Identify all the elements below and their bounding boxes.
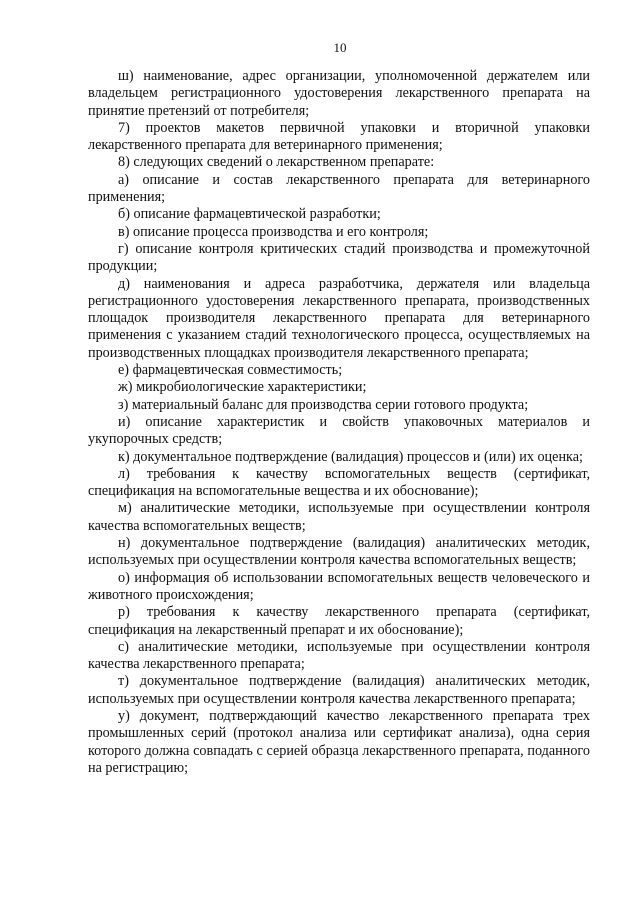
paragraph-e: е) фармацевтическая совместимость; (118, 362, 343, 379)
paragraph-a: а) описание и состав лекарственного препарата для ветеринарного применения; (88, 171, 590, 206)
paragraph-v: в) описание процесса производства и его контроля; (118, 223, 429, 240)
paragraph-sh: ш) наименование, адрес организации, уполномоченной держателем или владельцем регистрационного удостоверения лекарственного препарата на принятие претензий от потребителя; (88, 68, 590, 119)
paragraph-k: к) документальное подтверждение (валидация) процессов и (или) их оценка; (118, 448, 583, 465)
page-number: 10 (333, 40, 347, 55)
paragraph-r: р) требования к качеству лекарственного препарата (сертификат, спецификация на лекарственный препарат и их обоснование); (88, 604, 590, 638)
paragraph-d: д) наименования и адреса разработчика, держателя или владельца регистрационного удостоверения лекарственного препарата, производственных площадок производителя лекарственного препарата для ветеринарного применения с указанием стадий технологического процесса, осуществляемых на производственных площадках производителя лекарственного препарата; (88, 275, 590, 361)
paragraph-7: 7) проектов макетов первичной упаковки и вторичной упаковки лекарственного препарата для ветеринарного применения; (88, 119, 590, 154)
paragraph-s: с) аналитические методики, используемые при осуществлении контроля качества лекарственного препарата; (88, 638, 590, 673)
paragraph-m: м) аналитические методики, используемые при осуществлении контроля качества вспомогательных веществ; (88, 500, 590, 534)
paragraph-n: н) документальное подтверждение (валидация) аналитических методик, используемых при осуществлении контроля качества вспомогательных веществ; (88, 535, 590, 569)
paragraph-t: т) документальное подтверждение (валидация) аналитических методик, используемых при осуществлении контроля качества лекарственного препарата; (88, 673, 590, 707)
paragraph-8: 8) следующих сведений о лекарственном препарате: (118, 154, 435, 171)
paragraph-l: л) требования к качеству вспомогательных веществ (сертификат, спецификация на вспомогательные вещества и их обоснование); (88, 465, 590, 500)
paragraph-o: о) информация об использовании вспомогательных веществ человеческого и животного происхождения; (88, 569, 590, 603)
paragraph-g: г) описание контроля критических стадий производства и промежуточной продукции; (88, 240, 590, 275)
paragraph-zh: ж) микробиологические характеристики; (118, 379, 367, 396)
paragraph-u: у) документ, подтверждающий качество лекарственного препарата трех промышленных серий (протокол анализа или сертификат анализа), одна серия которого должна совпадать с серией образца лекарственного препарата, поданного на регистрацию; (88, 707, 590, 776)
paragraph-i: и) описание характеристик и свойств упаковочных материалов и укупорочных средств; (88, 413, 590, 448)
paragraph-z: з) материальный баланс для производства серии готового продукта; (118, 396, 529, 413)
document-body (88, 68, 590, 777)
paragraph-b: б) описание фармацевтической разработки; (118, 206, 381, 223)
